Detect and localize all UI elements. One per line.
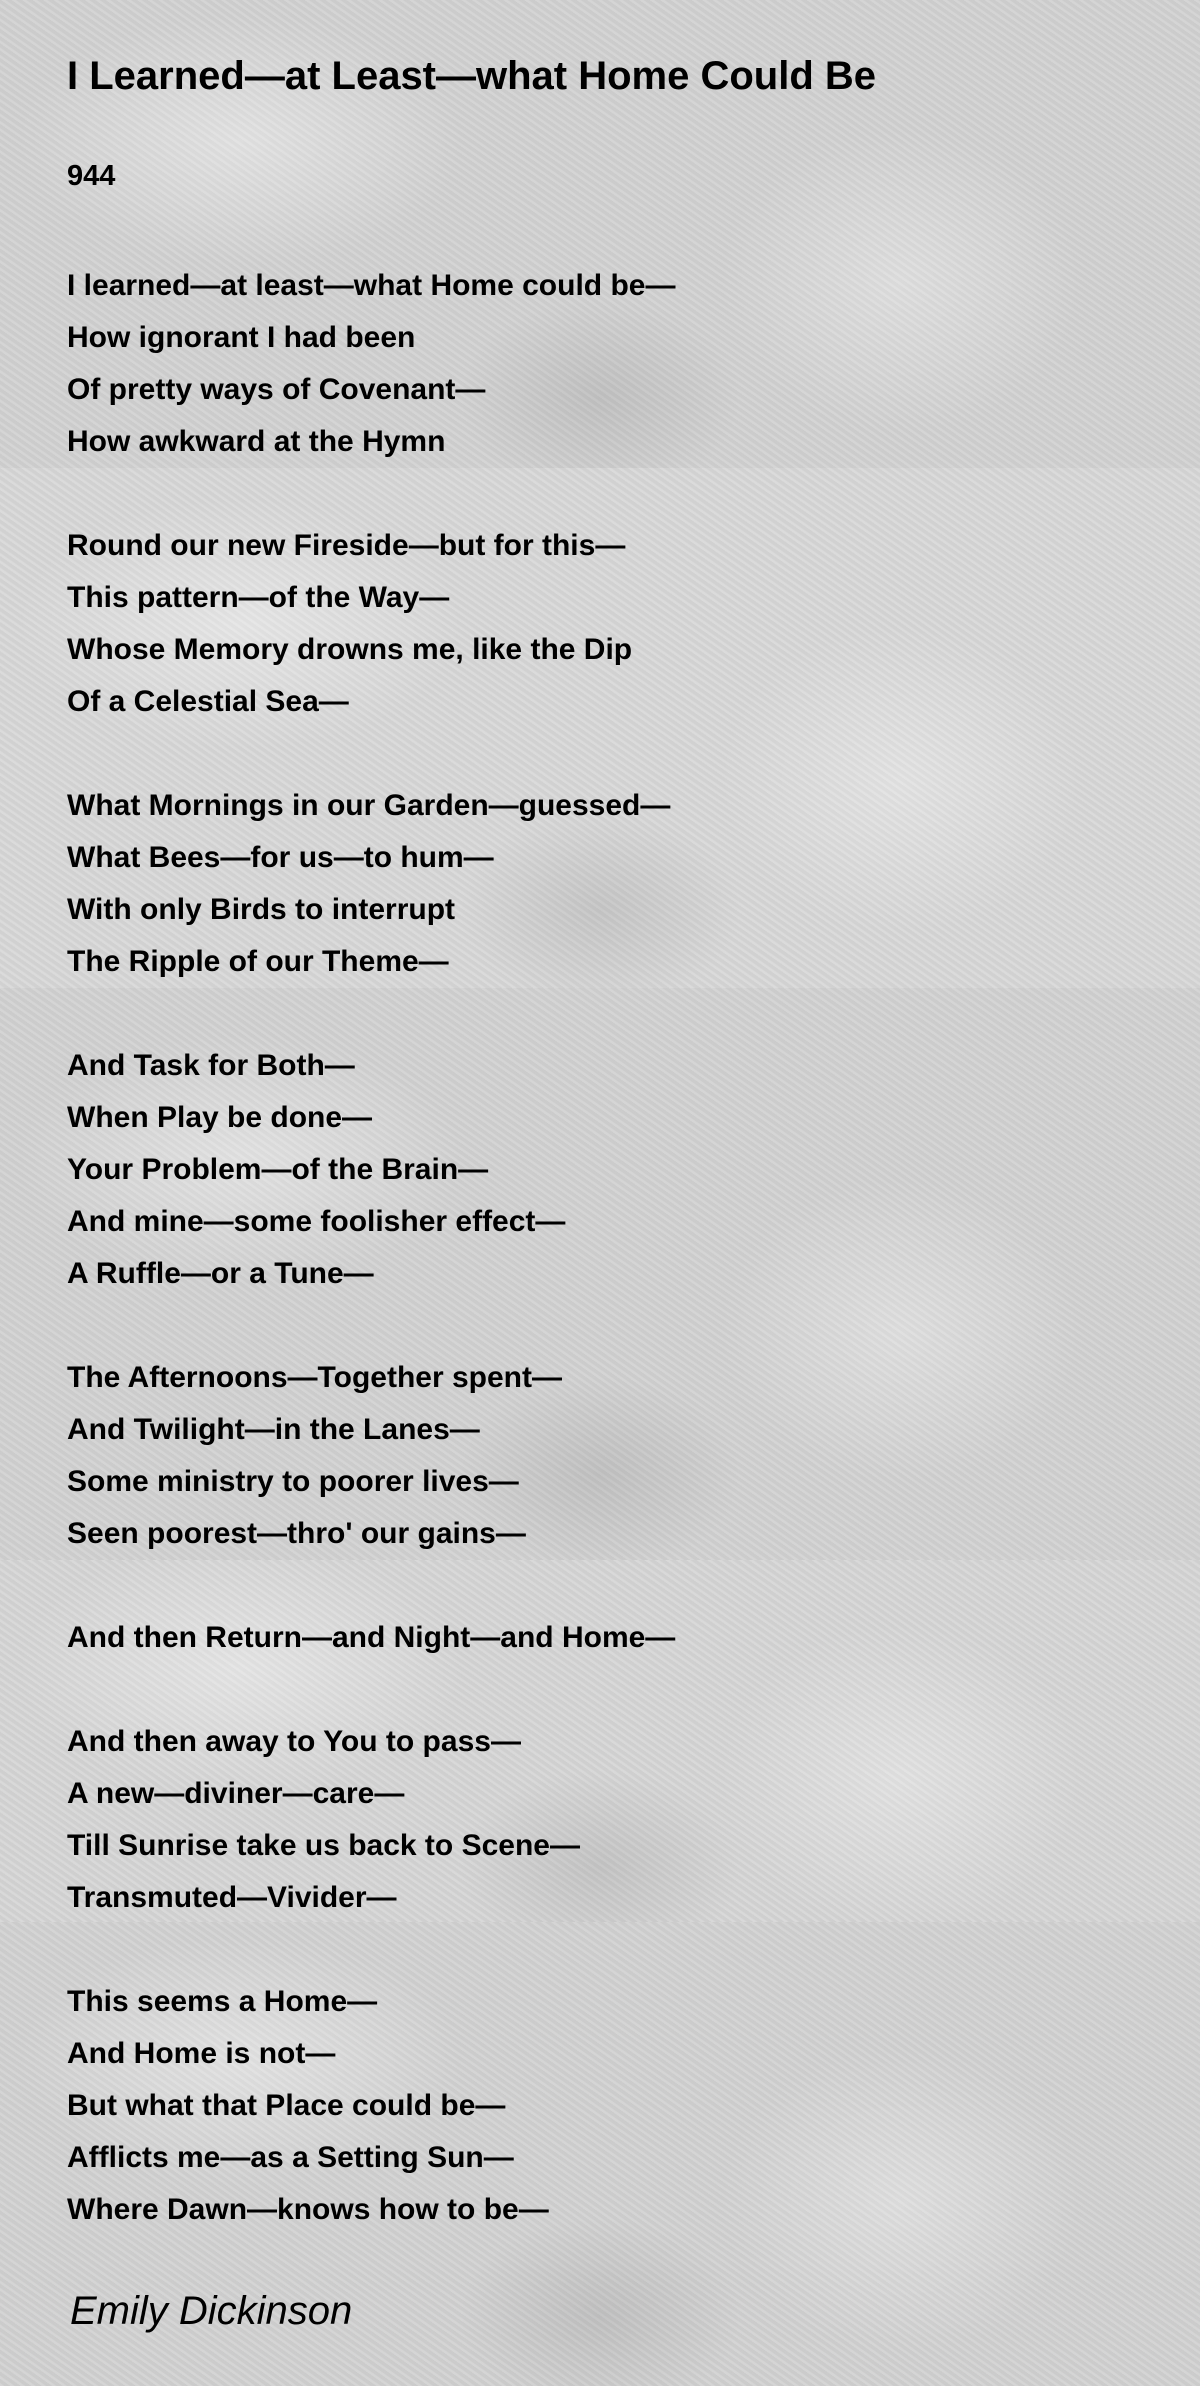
poem-stanza [67,1612,1167,1664]
poem-line: The Ripple of our Theme— [67,945,449,978]
poem-line: Some ministry to poorer lives— [67,1465,519,1498]
poem-stanza [67,1352,1167,1560]
poem-line: And then Return—and Night—and Home— [67,1621,676,1654]
poem-line: And Home is not— [67,2037,336,2070]
poem-line: What Mornings in our Garden—guessed— [67,789,671,822]
poem-line: Seen poorest—thro' our gains— [67,1517,526,1550]
poem-author: Emily Dickinson [70,2289,353,2333]
poem-line: And Task for Both— [67,1049,355,1082]
poem-line: I learned—at least—what Home could be— [67,269,676,302]
poem-stanza [67,1040,1167,1300]
poem-line: Whose Memory drowns me, like the Dip [67,633,633,666]
poem-line: The Afternoons—Together spent— [67,1361,562,1394]
poem-stanza [67,520,1167,728]
poem-line: This pattern—of the Way— [67,581,450,614]
poem-line: Round our new Fireside—but for this— [67,529,626,562]
poem-stanza [67,1716,1167,1924]
poem-stanza [67,260,1167,468]
poem-line: Where Dawn—knows how to be— [67,2193,549,2226]
poem-number: 944 [67,160,116,192]
poem-line: A Ruffle—or a Tune— [67,1257,374,1290]
poem-line: But what that Place could be— [67,2089,506,2122]
poem-stanza [67,780,1167,988]
poem-body [67,260,1167,2288]
poem-line: When Play be done— [67,1101,373,1134]
poem-stanza [67,1976,1167,2236]
poem-line: What Bees—for us—to hum— [67,841,494,874]
poem-line: How awkward at the Hymn [67,425,446,458]
poem-line: Afflicts me—as a Setting Sun— [67,2141,514,2174]
poem-line: This seems a Home— [67,1985,378,2018]
poem-line: And mine—some foolisher effect— [67,1205,566,1238]
poem-line: Transmuted—Vivider— [67,1881,397,1914]
poem-line: Till Sunrise take us back to Scene— [67,1829,580,1862]
poem-line: How ignorant I had been [67,321,416,354]
poem-line: Of a Celestial Sea— [67,685,349,718]
poem-line: Of pretty ways of Covenant— [67,373,486,406]
poem-line: Your Problem—of the Brain— [67,1153,489,1186]
poem-line: And then away to You to pass— [67,1725,521,1758]
poem-line: A new—diviner—care— [67,1777,405,1810]
poem-title: I Learned—at Least—what Home Could Be [67,54,877,98]
poem-line: And Twilight—in the Lanes— [67,1413,480,1446]
poem-line: With only Birds to interrupt [67,893,456,926]
